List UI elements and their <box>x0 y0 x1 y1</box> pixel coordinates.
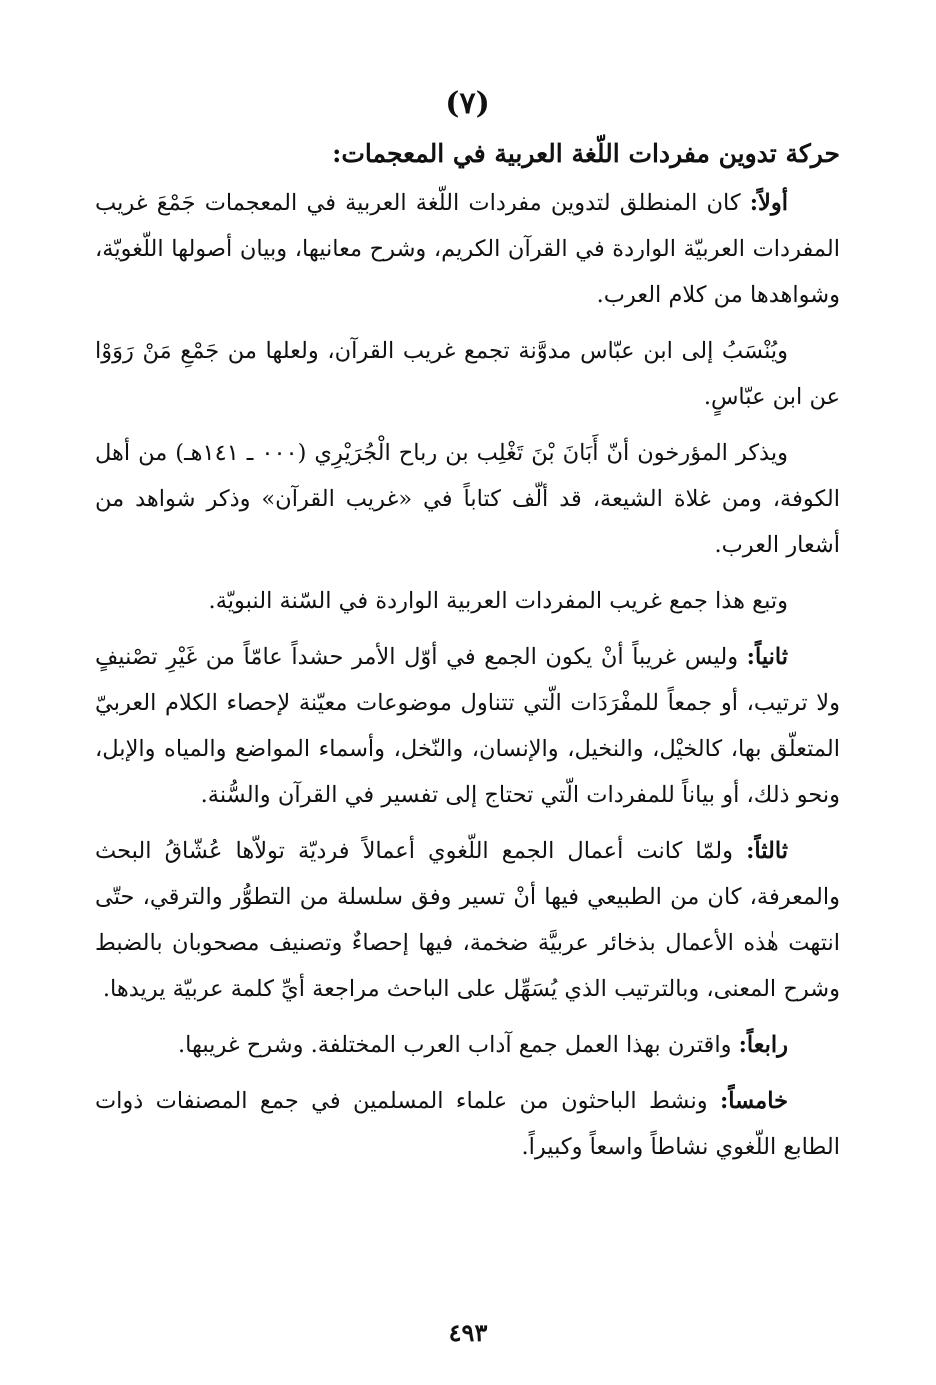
paragraph-text: وتبع هذا جمع غريب المفردات العربية الواردة في السّنة النبويّة. <box>208 588 788 614</box>
paragraph-lead: رابعاً: <box>738 1032 788 1058</box>
paragraph-lead: أولاً: <box>749 190 788 216</box>
paragraph-lead: خامساً: <box>719 1088 788 1114</box>
paragraph-aban <box>95 430 840 568</box>
paragraph-text: وليس غريباً أنْ يكون الجمع في أوّل الأمر حشداً عامّاً من غَيْرِ تصْنيفٍ ولا ترتيب، أو جمعاً للمفْرَدَات الّتي تتناول موضوعات معيّنة لإحصاء الكلام العربيّ المتعلّق بها، كالخيْل، والنخيل، والإنسان، والنّخل، وأسماء المواضع والمياه والإبل، ونحو ذلك، أو بياناً للمفردات الّتي تحتاج إلى تفسير في القرآن والسُّنة. <box>95 644 840 808</box>
paragraph-text: ولمّا كانت أعمال الجمع اللّغوي أعمالاً فرديّة تولاّها عُشّاقُ البحث والمعرفة، كان من الطبيعي فيها أنْ تسير وفق سلسلة من التطوُّر والترقي، حتّى انتهت هٰذه الأعمال بذخائر عربيَّة ضخمة، فيها إحصاءٌ وتصنيف مصحوبان بالضبط وشرح المعنى، وبالترتيب الذي يُسَهِّل على الباحث مراجعة أيِّ كلمة عربيّة يريدها. <box>95 838 840 1002</box>
paragraph-first <box>95 180 840 318</box>
paragraph-sunnah <box>95 578 840 624</box>
section-heading: حركة تدوين مفردات اللّغة العربية في المعجمات: <box>332 139 840 168</box>
paragraph-text: كان المنطلق لتدوين مفردات اللّغة العربية في المعجمات جَمْعَ غريب المفردات العربيّة الواردة في القرآن الكريم، وشرح معانيها، وبيان أصولها اللّغويّة، وشواهدها من كلام العرب. <box>95 190 840 308</box>
paragraph-text: ويذكر المؤرخون أنّ أَبَانَ بْنَ تَغْلِب بن رباح الْجُرَيْرِي (٠٠٠ ـ ١٤١هـ) من أهل الكوفة، ومن غلاة الشيعة، قد ألّف كتاباً في «غريب القرآن» وذكر شواهد من أشعار العرب. <box>95 440 840 558</box>
page-body <box>95 70 840 1340</box>
paragraph-fourth <box>95 1022 840 1068</box>
paragraph-lead: ثانياً: <box>746 644 788 670</box>
paragraph-fifth <box>95 1078 840 1170</box>
paragraph-ibn-abbas <box>95 328 840 420</box>
paragraph-text: ويُنْسَبُ إلى ابن عبّاس مدوَّنة تجمع غريب القرآن، ولعلها من جَمْعِ مَنْ رَوَوْا عن ابن عبّاسٍ. <box>95 338 840 410</box>
paragraph-second <box>95 634 840 818</box>
paragraph-text: ونشط الباحثون من علماء المسلمين في جمع المصنفات ذوات الطابع اللّغوي نشاطاً واسعاً وكبيراً. <box>95 1088 840 1160</box>
section-number: (٧) <box>445 86 490 121</box>
paragraph-third <box>95 828 840 1012</box>
paragraph-text: واقترن بهذا العمل جمع آداب العرب المختلفة. وشرح غريبها. <box>178 1032 739 1058</box>
page-number: ٤٩٣ <box>448 1318 488 1347</box>
paragraph-lead: ثالثاً: <box>746 838 788 864</box>
